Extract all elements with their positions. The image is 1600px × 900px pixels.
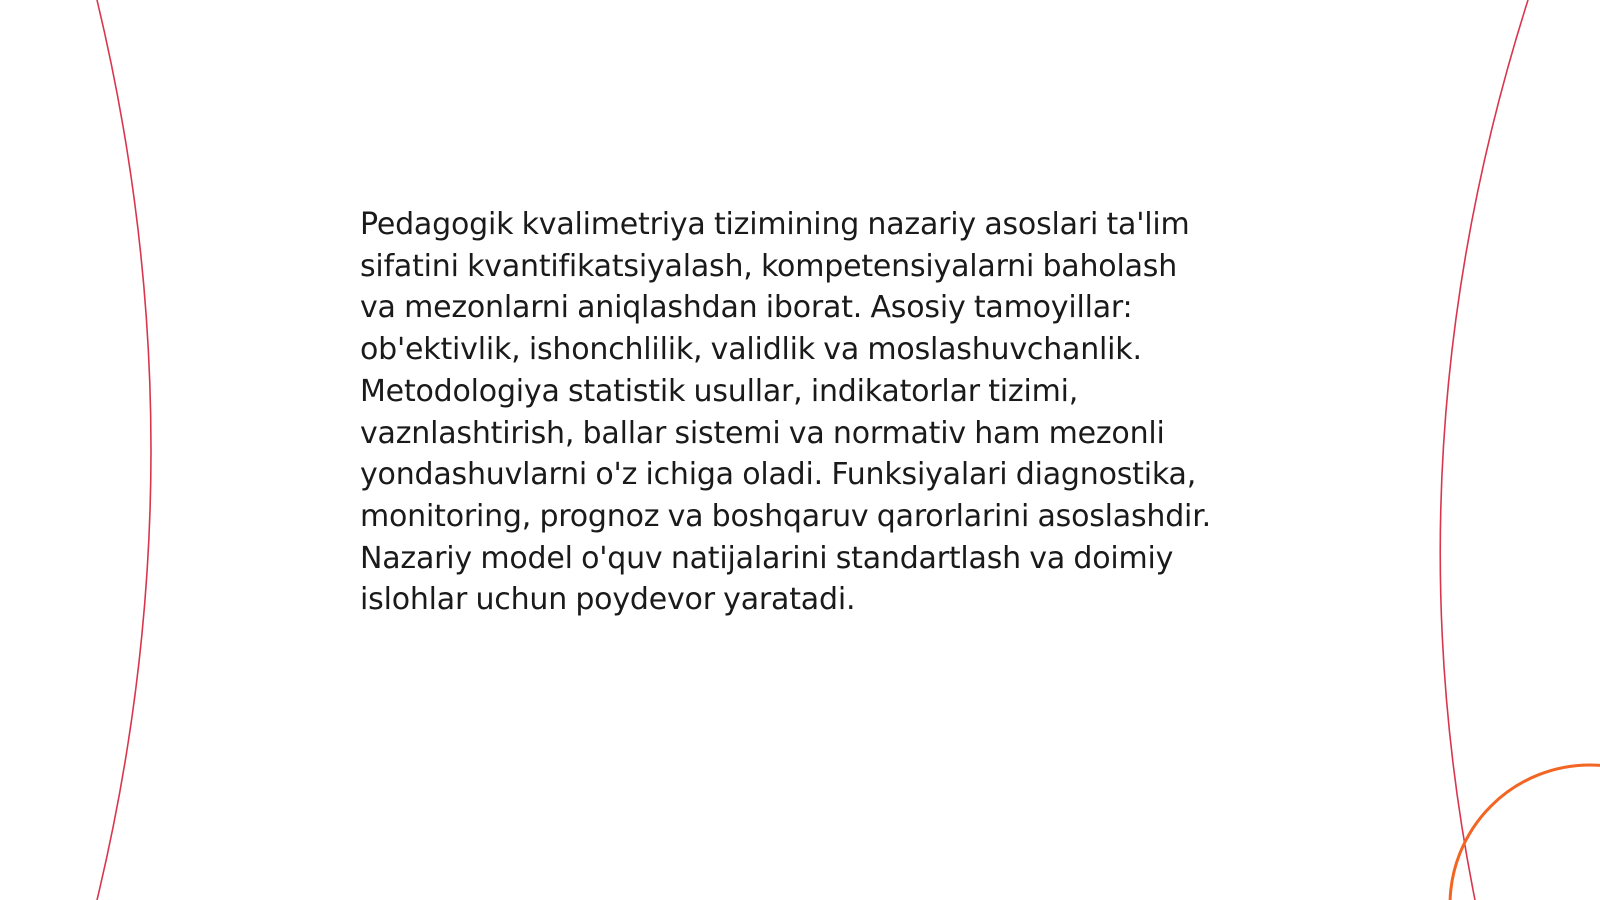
left-arc-line (97, 0, 151, 900)
orange-circle-outline (1450, 765, 1600, 900)
right-arc-line (1440, 0, 1528, 900)
slide-body-text: Pedagogik kvalimetriya tizimining nazariy asoslari ta'lim sifatini kvantifikatsiyalash, kompetensiyalarni baholash va mezonlarni aniqlashdan iborat. Asosiy tamoyillar: ob'ektivlik, ishonchlilik, validlik va moslashuvchanlik. Metodologiya statistik usullar, indikatorlar tizimi, vaznlashtirish, ballar sistemi va normativ ham mezonli yondashuvlarni o'z ichiga oladi. Funksiyalari diagnostika, monitoring, prognoz va boshqaruv qarorlarini asoslashdir. Nazariy model o'quv natijalarini standartlash va doimiy islohlar uchun poydevor yaratadi. (360, 207, 1211, 618)
